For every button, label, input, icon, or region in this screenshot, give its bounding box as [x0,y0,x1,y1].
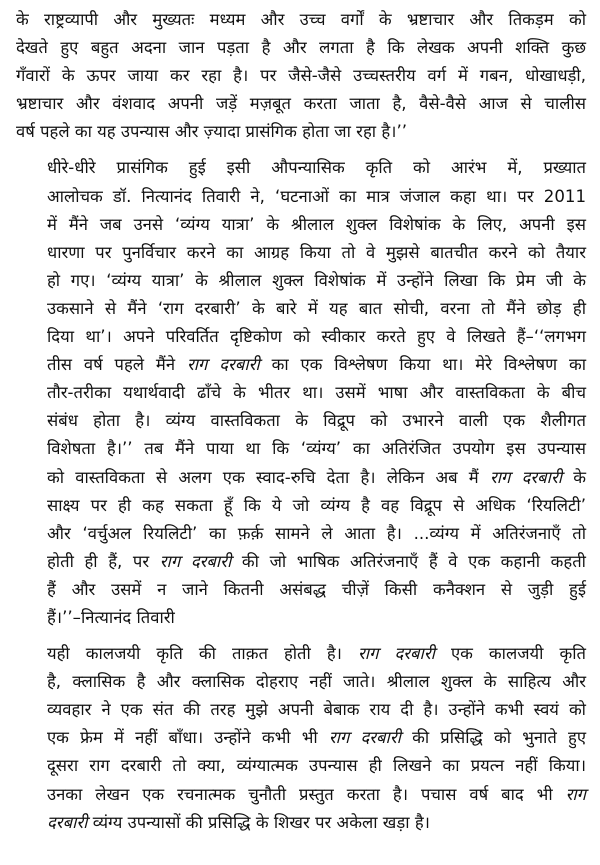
text-run: धारणा पर पुनर्विचार करने का आग्रह किया तो वे मुझसे बातचीत करने को तैयार [47,242,586,262]
italic-title: राग दरबारी [358,644,435,664]
text-line [16,6,586,34]
text-line [16,407,586,435]
text-line [16,90,586,118]
text-run: तीस वर्ष पहले मैंने [47,355,187,375]
text-run: उकसाने से मैंने ‘राग दरबारी’ के बारे में यह बात सोची, वरना तो मैंने छोड़ ही [47,298,586,318]
text-line [16,640,586,668]
text-line [16,576,586,604]
text-run: देखते हुए बहुत अदना जान पड़ता है और लगता है कि लेखक अपनी शक्ति कुछ [16,38,586,58]
text-run: संबंध होता है। व्यंग्य वास्तविकता के विद्रूप को उभारने वाली एक शैलीगत [47,411,586,431]
italic-title: दरबारी [47,812,88,832]
paragraph-1 [16,6,586,146]
text-run: दिया था’। अपने परिवर्तित दृष्टिकोण को स्वीकार करते हुए वे लिखते हैं–‘‘लगभग [47,327,586,347]
text-line [16,154,586,182]
text-run: धीरे-धीरे प्रासंगिक हुई इसी औपन्यासिक कृति को आरंभ में, प्रख्यात [47,158,586,178]
text-run: साक्ष्य पर ही कह सकता हूँ कि ये जो व्यंग्य है वह विद्रूप से अधिक ‘रियलिटी’ [47,495,586,515]
text-line [16,464,586,492]
text-run: उनका लेखन एक रचनात्मक चुनौती प्रस्तुत करता है। पचास वर्ष बाद भी [47,784,566,804]
text-run: के [562,467,586,487]
text-run: है, क्लासिक है और क्लासिक दोहराए नहीं जाते। श्रीलाल शुक्ल के साहित्य और [47,672,586,692]
text-line [16,724,586,752]
paragraph-3 [16,640,586,837]
text-line [16,351,586,379]
italic-title: राग [565,784,586,804]
text-run: की प्रसिद्धि को भुनाते हुए [400,728,586,748]
text-run: आलोचक डॉ. नित्यानंद तिवारी ने, ‘घटनाओं का मात्र जंजाल कहा था। पर 2011 [47,186,586,206]
text-run: एक कालजयी कृति [434,644,586,664]
text-line [16,752,586,780]
text-run: एक फ्रेम में नहीं बाँधा। उन्होंने कभी भी [47,728,329,748]
italic-title: राग दरबारी [328,728,401,748]
text-run: की जो भाषिक अतिरंजनाएँ हैं वे एक कहानी कहती [231,551,586,571]
text-run: के राष्ट्रव्यापी और मुख्यतः मध्यम और उच्च वर्गों के भ्रष्टाचार और तिकड़म को [16,10,586,29]
text-run: भ्रष्टाचार और वंशवाद अपनी जड़ें मज़बूत करता जाता है, वैसे-वैसे आज से चालीस [16,94,586,114]
text-run: विशेषता है।’’ तब मैंने पाया था कि ‘व्यंग्य’ का अतिरंजित उपयोग इस उपन्यास [47,439,586,459]
text-run: तौर-तरीका यथार्थवादी ढाँचे के भीतर था। उसमें भाषा और वास्तविकता के बीच [47,383,586,403]
italic-title: राग दरबारी [186,355,260,375]
text-run: व्यंग्य उपन्यासों की प्रसिद्धि के शिखर पर अकेला खड़ा है। [87,812,430,832]
text-line [16,668,586,696]
text-line [16,211,586,239]
text-run: और ‘वर्चुअल रियलिटी’ का फ़र्क़ सामने ले आता है। ...व्यंग्य में अतिरंजनाएँ तो [47,523,586,543]
text-line [16,34,586,62]
text-line [16,604,586,632]
text-run: का एक विश्लेषण किया था। मेरे विश्लेषण का [259,355,586,375]
text-line [16,323,586,351]
text-run: गँवारों के ऊपर जाया कर रहा है। पर जैसे-जैसे उच्चस्तरीय वर्ग में गबन, धोखाधड़ी, [16,66,586,86]
text-line [16,295,586,323]
italic-title: राग दरबारी [489,467,563,487]
text-run: हैं।’’–नित्यानंद तिवारी [47,607,175,627]
italic-title: राग दरबारी [159,551,232,571]
text-line [16,809,586,837]
text-line [16,239,586,267]
text-run: को वास्तविकता से अलग एक स्वाद-रुचि देता है। लेकिन अब मैं [47,467,490,487]
text-run: व्यवहार ने एक संत की तरह मुझे अपनी बेबाक राय दी है। उन्होंने कभी स्वयं को [47,700,586,720]
paragraph-2 [16,154,586,632]
text-run: हैं और उसमें न जाने कितनी असंबद्ध चीज़ें किसी कनैक्शन से जुड़ी हुई [47,579,586,599]
text-line [16,267,586,295]
text-line [16,183,586,211]
text-line [16,118,586,146]
text-line [16,379,586,407]
text-run: वर्ष पहले का यह उपन्यास और ज़्यादा प्रासंगिक होता जा रहा है।’’ [16,122,408,142]
text-line [16,548,586,576]
text-run: होती ही हैं, पर [47,551,160,571]
text-line [16,520,586,548]
text-line [16,492,586,520]
text-run: यही कालजयी कृति की ताक़त होती है। [47,644,358,664]
text-line [16,62,586,90]
text-run: हो गए। ‘व्यंग्य यात्रा’ के श्रीलाल शुक्ल विशेषांक में उन्होंने लिखा कि प्रेम जी के [47,270,586,290]
text-run: में मैंने जब उनसे ‘व्यंग्य यात्रा’ के श्रीलाल शुक्ल विशेषांक के लिए, अपनी इस [47,214,586,234]
text-line [16,781,586,809]
text-line [16,696,586,724]
text-run: दूसरा राग दरबारी तो क्या, व्यंग्यात्मक उपन्यास ही लिखने का प्रयत्न नहीं किया। [47,756,586,776]
text-line [16,435,586,463]
